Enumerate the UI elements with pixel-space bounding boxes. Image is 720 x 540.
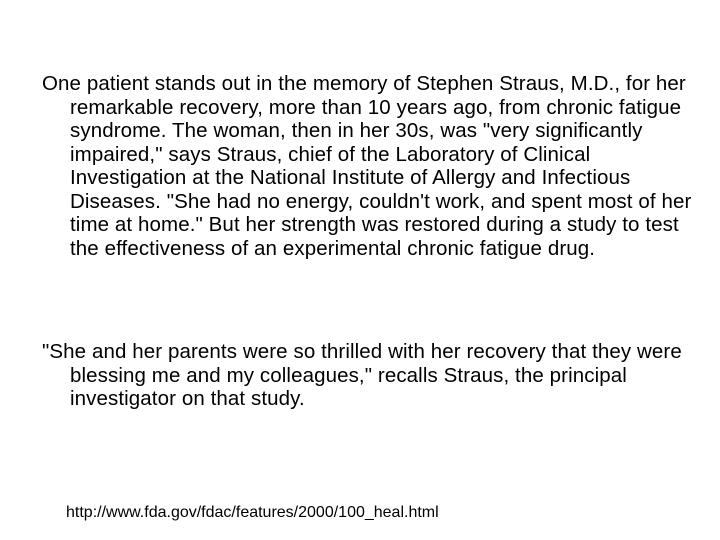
source-url: http://www.fda.gov/fdac/features/2000/100_heal.html bbox=[66, 504, 439, 521]
paragraph-patient-story: One patient stands out in the memory of Stephen Straus, M.D., for her remarkable recovery, more than 10 years ago, from chronic fatigue syndrome. The woman, then in her 30s, was "very significantly impaired," says Straus, chief of the Laboratory of Clinical Investigation at the National Institute of Allergy and Infectious Diseases. "She had no energy, couldn't work, and spent most of her time at home." But her strength was restored during a study to test the effectiveness of an experimental chronic fatigue drug. bbox=[42, 72, 692, 260]
paragraph-quote: "She and her parents were so thrilled with her recovery that they were blessing me and my colleagues," recalls Straus, the principal investigator on that study. bbox=[42, 340, 682, 410]
